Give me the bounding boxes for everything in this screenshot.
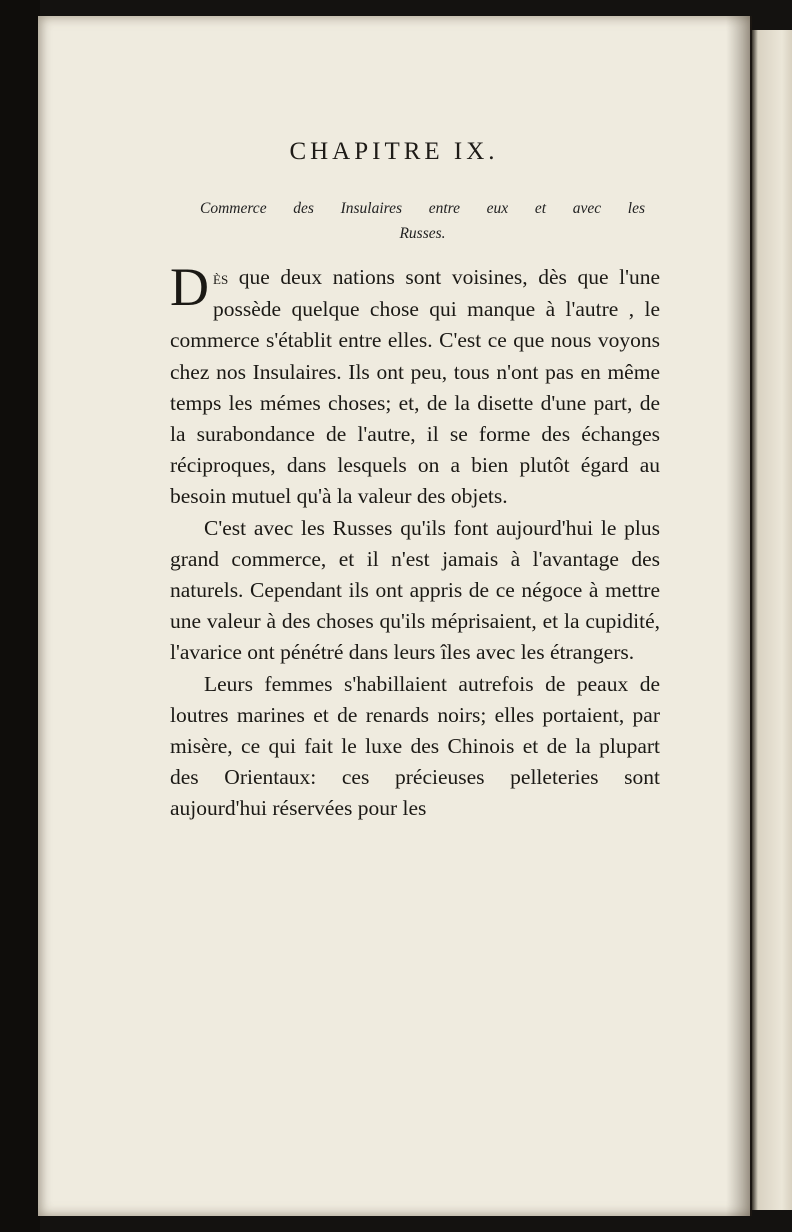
subtitle-line-2: Russes. xyxy=(399,225,446,242)
next-page-edge xyxy=(752,30,792,1210)
paragraph-2: C'est avec les Russes qu'ils font aujourd'hui le plus grand commerce, et il n'est jamais à l'avantage des naturels. Cependant ils ont appris de ce négoce à mettre une valeur à des choses qu'ils méprisaient, et la cupidité, l'avarice ont pénétré dans leurs îles avec les étrangers. xyxy=(170,515,660,665)
chapter-subtitle xyxy=(200,196,645,246)
drop-cap: D xyxy=(170,257,209,317)
paragraph-1 xyxy=(170,257,660,513)
subtitle-line-1: Commerce des Insulaires entre eux et avec les xyxy=(200,200,645,217)
scan-backdrop xyxy=(0,0,40,1232)
paragraph-3: Leurs femmes s'habillaient autrefois de peaux de loutres marines et de renards noirs; elles portaient, par misère, ce qui fait le luxe des Chinois et de la plupart des Orientaux: ces précieuses pelleteries sont aujourd'hui réservées pour les xyxy=(170,671,660,821)
body-text xyxy=(170,257,660,825)
paragraph-1-text: que deux nations sont voisines, dès que l'une possède quelque chose qui manque à l'autre , le commerce s'établit entre elles. C'est ce que nous voyons chez nos Insulaires. Ils ont peu, tous n'ont pas en même temps les mémes choses; et, de la disette d'une part, de la surabondance de l'autre, il se forme des échanges réciproques, dans lesquels on a bien plutôt égard au besoin mutuel qu'à la valeur des objets. xyxy=(170,265,660,509)
chapter-title: CHAPITRE IX. xyxy=(289,138,499,165)
spine-shadow xyxy=(726,16,752,1216)
small-caps-lead: ès xyxy=(213,268,229,288)
